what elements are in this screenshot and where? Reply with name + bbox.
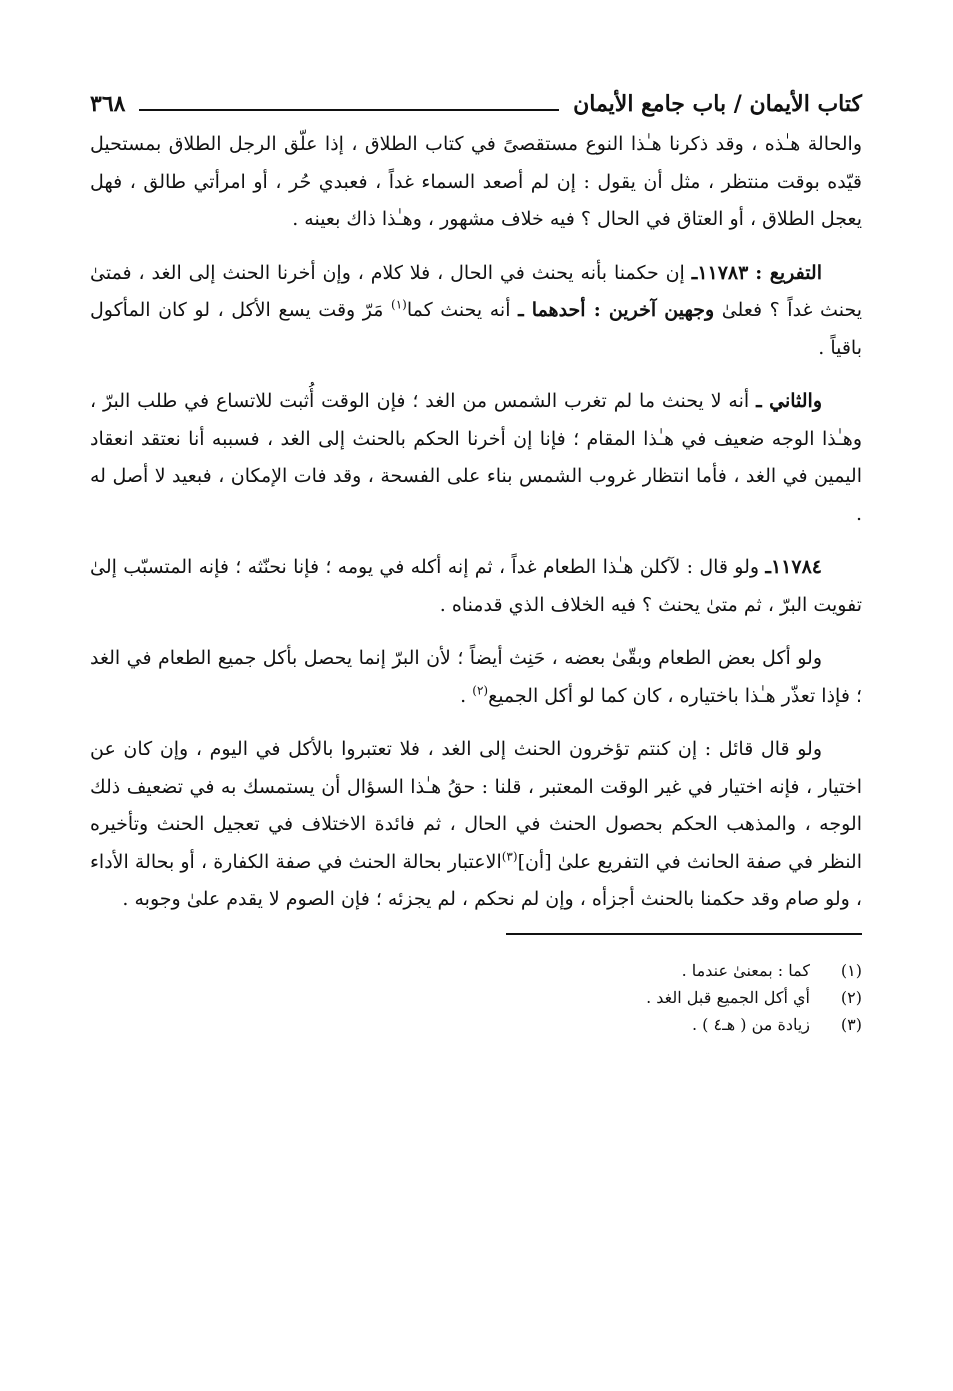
footnote-text: زيادة من ( هـ٤ ) . — [691, 1014, 810, 1034]
paragraph-2-bold: وجهين آخرين : أحدهما ـ — [518, 299, 715, 321]
header-rule — [139, 109, 559, 111]
footnote-number: (١) — [840, 960, 862, 980]
paragraph-2-text-a: إن حكمنا بأنه يحنث في الحال ، فلا كلام ، وإن أخرنا الحنث إلى الغد ، فمتىٰ يحنث غداً ؟ فعلىٰ — [90, 261, 862, 321]
paragraph-3 — [90, 383, 862, 533]
footnote-text: أي أكل الجميع قبل الغد . — [646, 987, 810, 1007]
footnote-number: (٣) — [840, 1014, 862, 1034]
paragraph-2 — [90, 255, 862, 368]
paragraph-6 — [90, 731, 862, 919]
paragraph-6-text-a: ولو قال قائل : إن كنتم تؤخرون الحنث إلى الغد ، فلا تعتبروا بالأكل في اليوم ، وإن كان عن اختيار ، فإنه اختيار في غير الوقت المعتبر ، قلنا : حقُ هـٰذا السؤال أن يستمسك به في تضعيف ذلك الوجه ، والمذهب الحكم بحصول الحنث في الحال ، ثم فائدة الاختلاف في تعجيل الحنث وتأخيره النظر في صفة الحانث في التفريع علىٰ [أن] — [90, 738, 862, 873]
footnote-text: كما : بمعنىٰ عندما . — [681, 960, 810, 980]
paragraph-4-text: ولو قال : لآكلن هـٰذا الطعام غداً ، ثم إنه أكله في يومه ؛ فإنا نحنّثه ؛ فإنه المتسبّب إلىٰ تفويت البرّ ، ثم متىٰ يحنث ؟ فيه الخلاف الذي قدمناه . — [90, 556, 862, 616]
paragraph-5 — [90, 640, 862, 715]
issue-number-11783: ١١٧٨٣ـ — [691, 261, 749, 284]
footnote-number: (٢) — [840, 987, 862, 1007]
book-page — [90, 82, 862, 1038]
paragraph-2-text-d: مَرّ وقت يسع الأكل ، لو كان المأكول باقياً . — [90, 299, 862, 359]
page-number: ٣٦٨ — [90, 91, 126, 117]
issue-number-11784: ١١٧٨٤ـ — [765, 556, 822, 578]
paragraph-2-text-c: أنه يحنث كما — [406, 299, 511, 321]
footnote-ref-2: (٢) — [472, 683, 489, 698]
footnote-ref-1: (١) — [391, 297, 407, 312]
footnote-ref-3: (٣) — [501, 849, 518, 864]
paragraph-5-text: ولو أكل بعض الطعام وبقّىٰ بعضه ، حَنِث أيضاً ؛ لأن البرّ إنما يحصل بأكل جميع الطعام في الغد ؛ فإذا تعذّر هـٰذا باختياره ، كان كما لو أكل الجميع — [90, 647, 862, 707]
footnote-separator — [506, 933, 862, 935]
footnotes — [90, 957, 862, 1038]
second-view-label: والثاني ـ — [756, 390, 822, 412]
paragraph-6-text-b: الاعتبار بحالة الحنث في صفة الكفارة ، أو بحالة الأداء ، ولو صام وقد حكمنا بالحنث أجزأه ، وإن لم نحكم ، لم يجزئه ؛ فإن الصوم لا يقدم علىٰ وجوبه . — [90, 850, 862, 910]
paragraph-5-end: . — [460, 684, 467, 707]
paragraph-1: والحالة هـٰذه ، وقد ذكرنا هـٰذا النوع مستقصىً في كتاب الطلاق ، إذا علّق الرجل الطلاق بمستحيل قيّده بوقت منتظر ، مثل أن يقول : إن لم أصعد السماء غداً ، فعبدي حُر ، أو امرأتي طالق ، فهل يعجل الطلاق ، أو العتاق في الحال ؟ فيه خلاف مشهور ، وهـٰذا ذاك بعينه . — [90, 133, 862, 230]
footnote-item — [90, 957, 862, 984]
paragraph-3-text: أنه لا يحنث ما لم تغرب الشمس من الغد ؛ فإن الوقت أُثبت للاتساع في طلب البرّ ، وهـٰذا الوجه ضعيف في هـٰذا المقام ؛ فإنا إن أخرنا الحكم بالحنث إلى الغد ، فسببه أنا نعتقد انعقاد اليمين في الغد ، فأما انتظار غروب الشمس بناء على الفسحة ، وقد فات الإمكان ، فبعيد لا أصل له . — [90, 390, 862, 525]
paragraph-4 — [90, 549, 862, 624]
tafri-label: التفريع : — [755, 261, 823, 284]
footnote-item — [90, 984, 862, 1011]
page-header — [90, 82, 862, 126]
running-title: كتاب الأيمان / باب جامع الأيمان — [573, 91, 862, 117]
footnote-item — [90, 1011, 862, 1038]
